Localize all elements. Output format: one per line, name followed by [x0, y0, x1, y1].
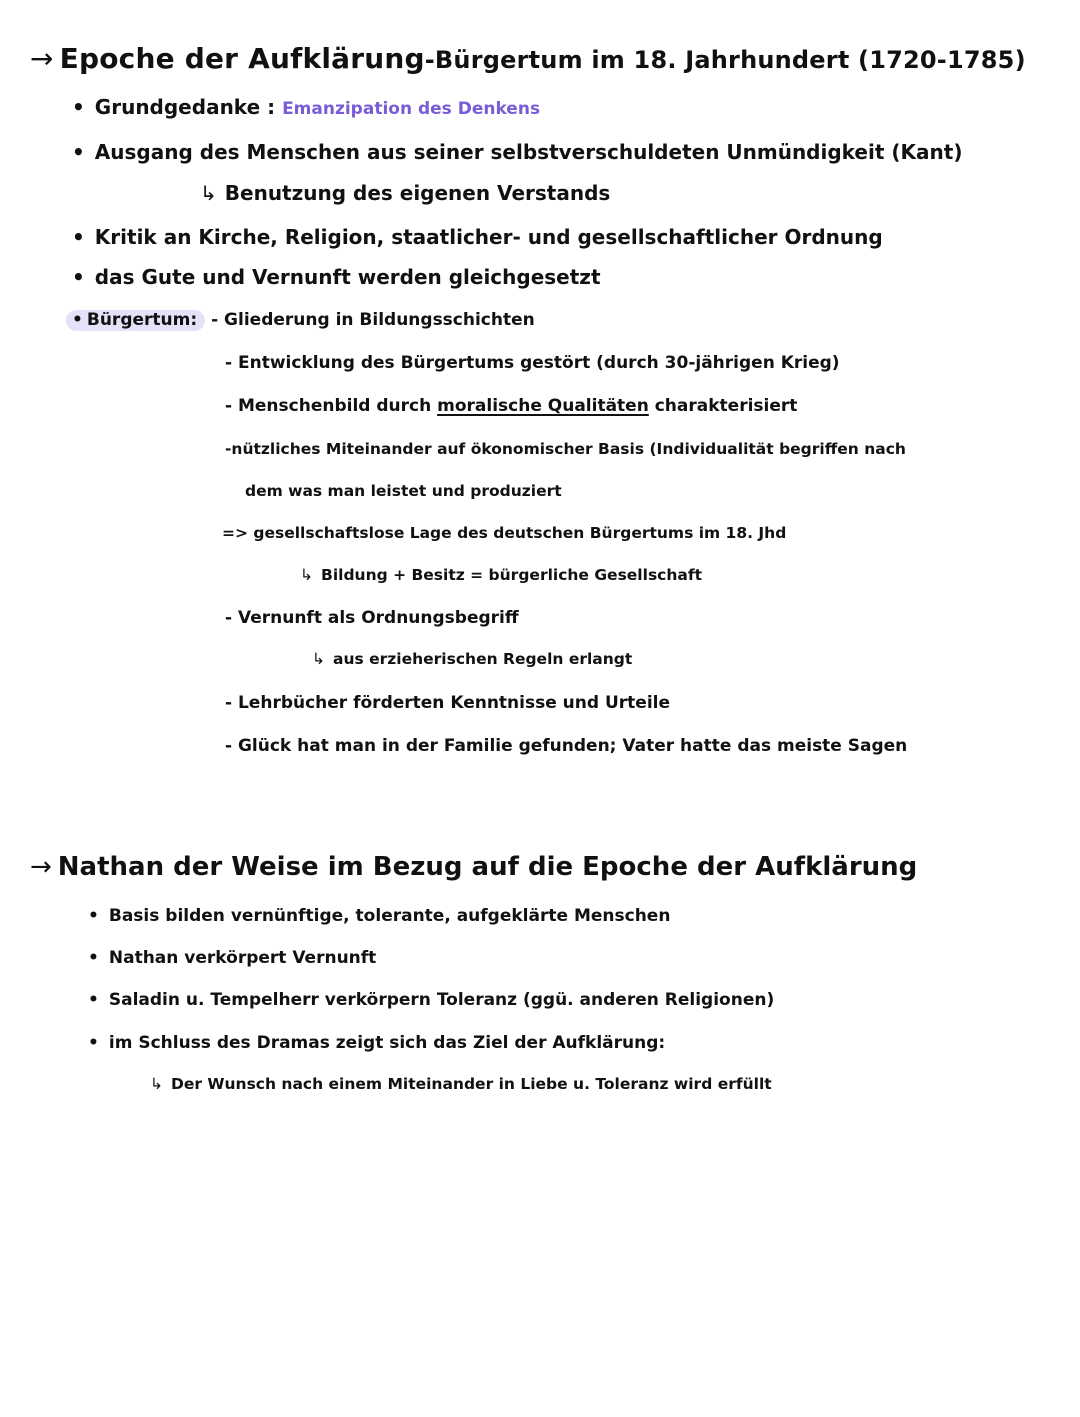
grundgedanke-value: Emanzipation des Denkens — [282, 99, 541, 119]
menschenbild-underlined: moralische Qualitäten — [437, 396, 649, 416]
gesellschaftslose-line — [222, 524, 786, 542]
nathan-text: Nathan verkörpert Vernunft — [108, 948, 377, 968]
schluss-line — [88, 1033, 665, 1053]
ausgang-text: Ausgang des Menschen aus seiner selbstverschuldeten Unmündigkeit (Kant) — [94, 140, 963, 164]
bullet-icon: • — [72, 225, 85, 249]
ausgang-line — [72, 140, 962, 164]
nuetzliches-line — [225, 440, 906, 458]
bullet-icon: • — [72, 265, 85, 289]
glueck-line — [225, 736, 907, 756]
erzieherisch-line — [312, 650, 632, 668]
entwicklung-line — [225, 353, 840, 373]
vernunft-line — [225, 608, 519, 628]
bullet-icon: • — [88, 906, 99, 926]
grundgedanke-line — [72, 95, 540, 119]
saladin-text: Saladin u. Tempelherr verkörpern Toleranz (ggü. anderen Religionen) — [108, 990, 775, 1010]
section2-title-text: Nathan der Weise im Bezug auf die Epoche der Aufklärung — [57, 852, 918, 882]
basis-line — [88, 906, 670, 926]
bildung-line — [300, 566, 702, 584]
vernunft-text: - Vernunft als Ordnungsbegriff — [225, 608, 519, 628]
nuetzliches-cont-line — [245, 482, 562, 500]
hook-arrow-icon: ↳ — [200, 181, 217, 205]
hook-arrow-icon: ↳ — [150, 1075, 163, 1093]
bullet-icon: • — [72, 140, 85, 164]
gute-line — [72, 265, 601, 289]
buergertum-line — [72, 310, 535, 330]
buergertum-label-highlight — [66, 310, 205, 331]
nuetzliches-text: -nützliches Miteinander auf ökonomischer Basis (Individualität begriffen nach — [225, 440, 906, 458]
bullet-icon: • — [88, 1033, 99, 1053]
buergertum-label: Bürgertum: — [86, 310, 198, 330]
bullet-icon: • — [88, 990, 99, 1010]
schluss-text: im Schluss des Dramas zeigt sich das Ziel der Aufklärung: — [108, 1033, 666, 1053]
nuetzliches-cont-text: dem was man leistet und produziert — [245, 482, 562, 500]
section1-title-epoch: Epoche der Aufklärung — [59, 42, 425, 75]
grundgedanke-label: Grundgedanke : — [94, 95, 276, 119]
benutzung-line — [200, 181, 610, 205]
benutzung-text: Benutzung des eigenen Verstands — [224, 181, 611, 205]
menschenbild-text-b: charakterisiert — [654, 396, 798, 416]
section2-title — [30, 852, 917, 882]
gliederung-text: - Gliederung in Bildungsschichten — [211, 310, 535, 330]
saladin-line — [88, 990, 774, 1010]
kritik-text: Kritik an Kirche, Religion, staatlicher- und gesellschaftlicher Ordnung — [94, 225, 883, 249]
erzieherisch-text: aus erzieherischen Regeln erlangt — [333, 650, 633, 668]
glueck-text: - Glück hat man in der Familie gefunden; Vater hatte das meiste Sagen — [225, 736, 908, 756]
lehrbuecher-text: - Lehrbücher förderten Kenntnisse und Urteile — [225, 693, 670, 713]
entwicklung-text: - Entwicklung des Bürgertums gestört (durch 30-jährigen Krieg) — [225, 353, 840, 373]
right-arrow-icon: → — [30, 42, 54, 75]
menschenbild-line — [225, 396, 797, 416]
right-arrow-icon: → — [30, 852, 52, 882]
gute-text: das Gute und Vernunft werden gleichgesetzt — [94, 265, 601, 289]
nathan-line — [88, 948, 376, 968]
wunsch-text: Der Wunsch nach einem Miteinander in Liebe u. Toleranz wird erfüllt — [171, 1075, 772, 1093]
lehrbuecher-line — [225, 693, 670, 713]
gesellschaftslose-text: => gesellschaftslose Lage des deutschen Bürgertums im 18. Jhd — [222, 524, 787, 542]
wunsch-line — [150, 1075, 772, 1093]
kritik-line — [72, 225, 883, 249]
bullet-icon: • — [72, 310, 83, 330]
menschenbild-text-a: - Menschenbild durch — [225, 396, 432, 416]
section1-title — [30, 42, 1026, 75]
bullet-icon: • — [88, 948, 99, 968]
hook-arrow-icon: ↳ — [312, 650, 325, 668]
hook-arrow-icon: ↳ — [300, 566, 313, 584]
bildung-text: Bildung + Besitz = bürgerliche Gesellschaft — [321, 566, 702, 584]
bullet-icon: • — [72, 95, 85, 119]
section1-title-subtitle: -Bürgertum im 18. Jahrhundert (1720-1785) — [424, 46, 1026, 74]
basis-text: Basis bilden vernünftige, tolerante, aufgeklärte Menschen — [108, 906, 671, 926]
